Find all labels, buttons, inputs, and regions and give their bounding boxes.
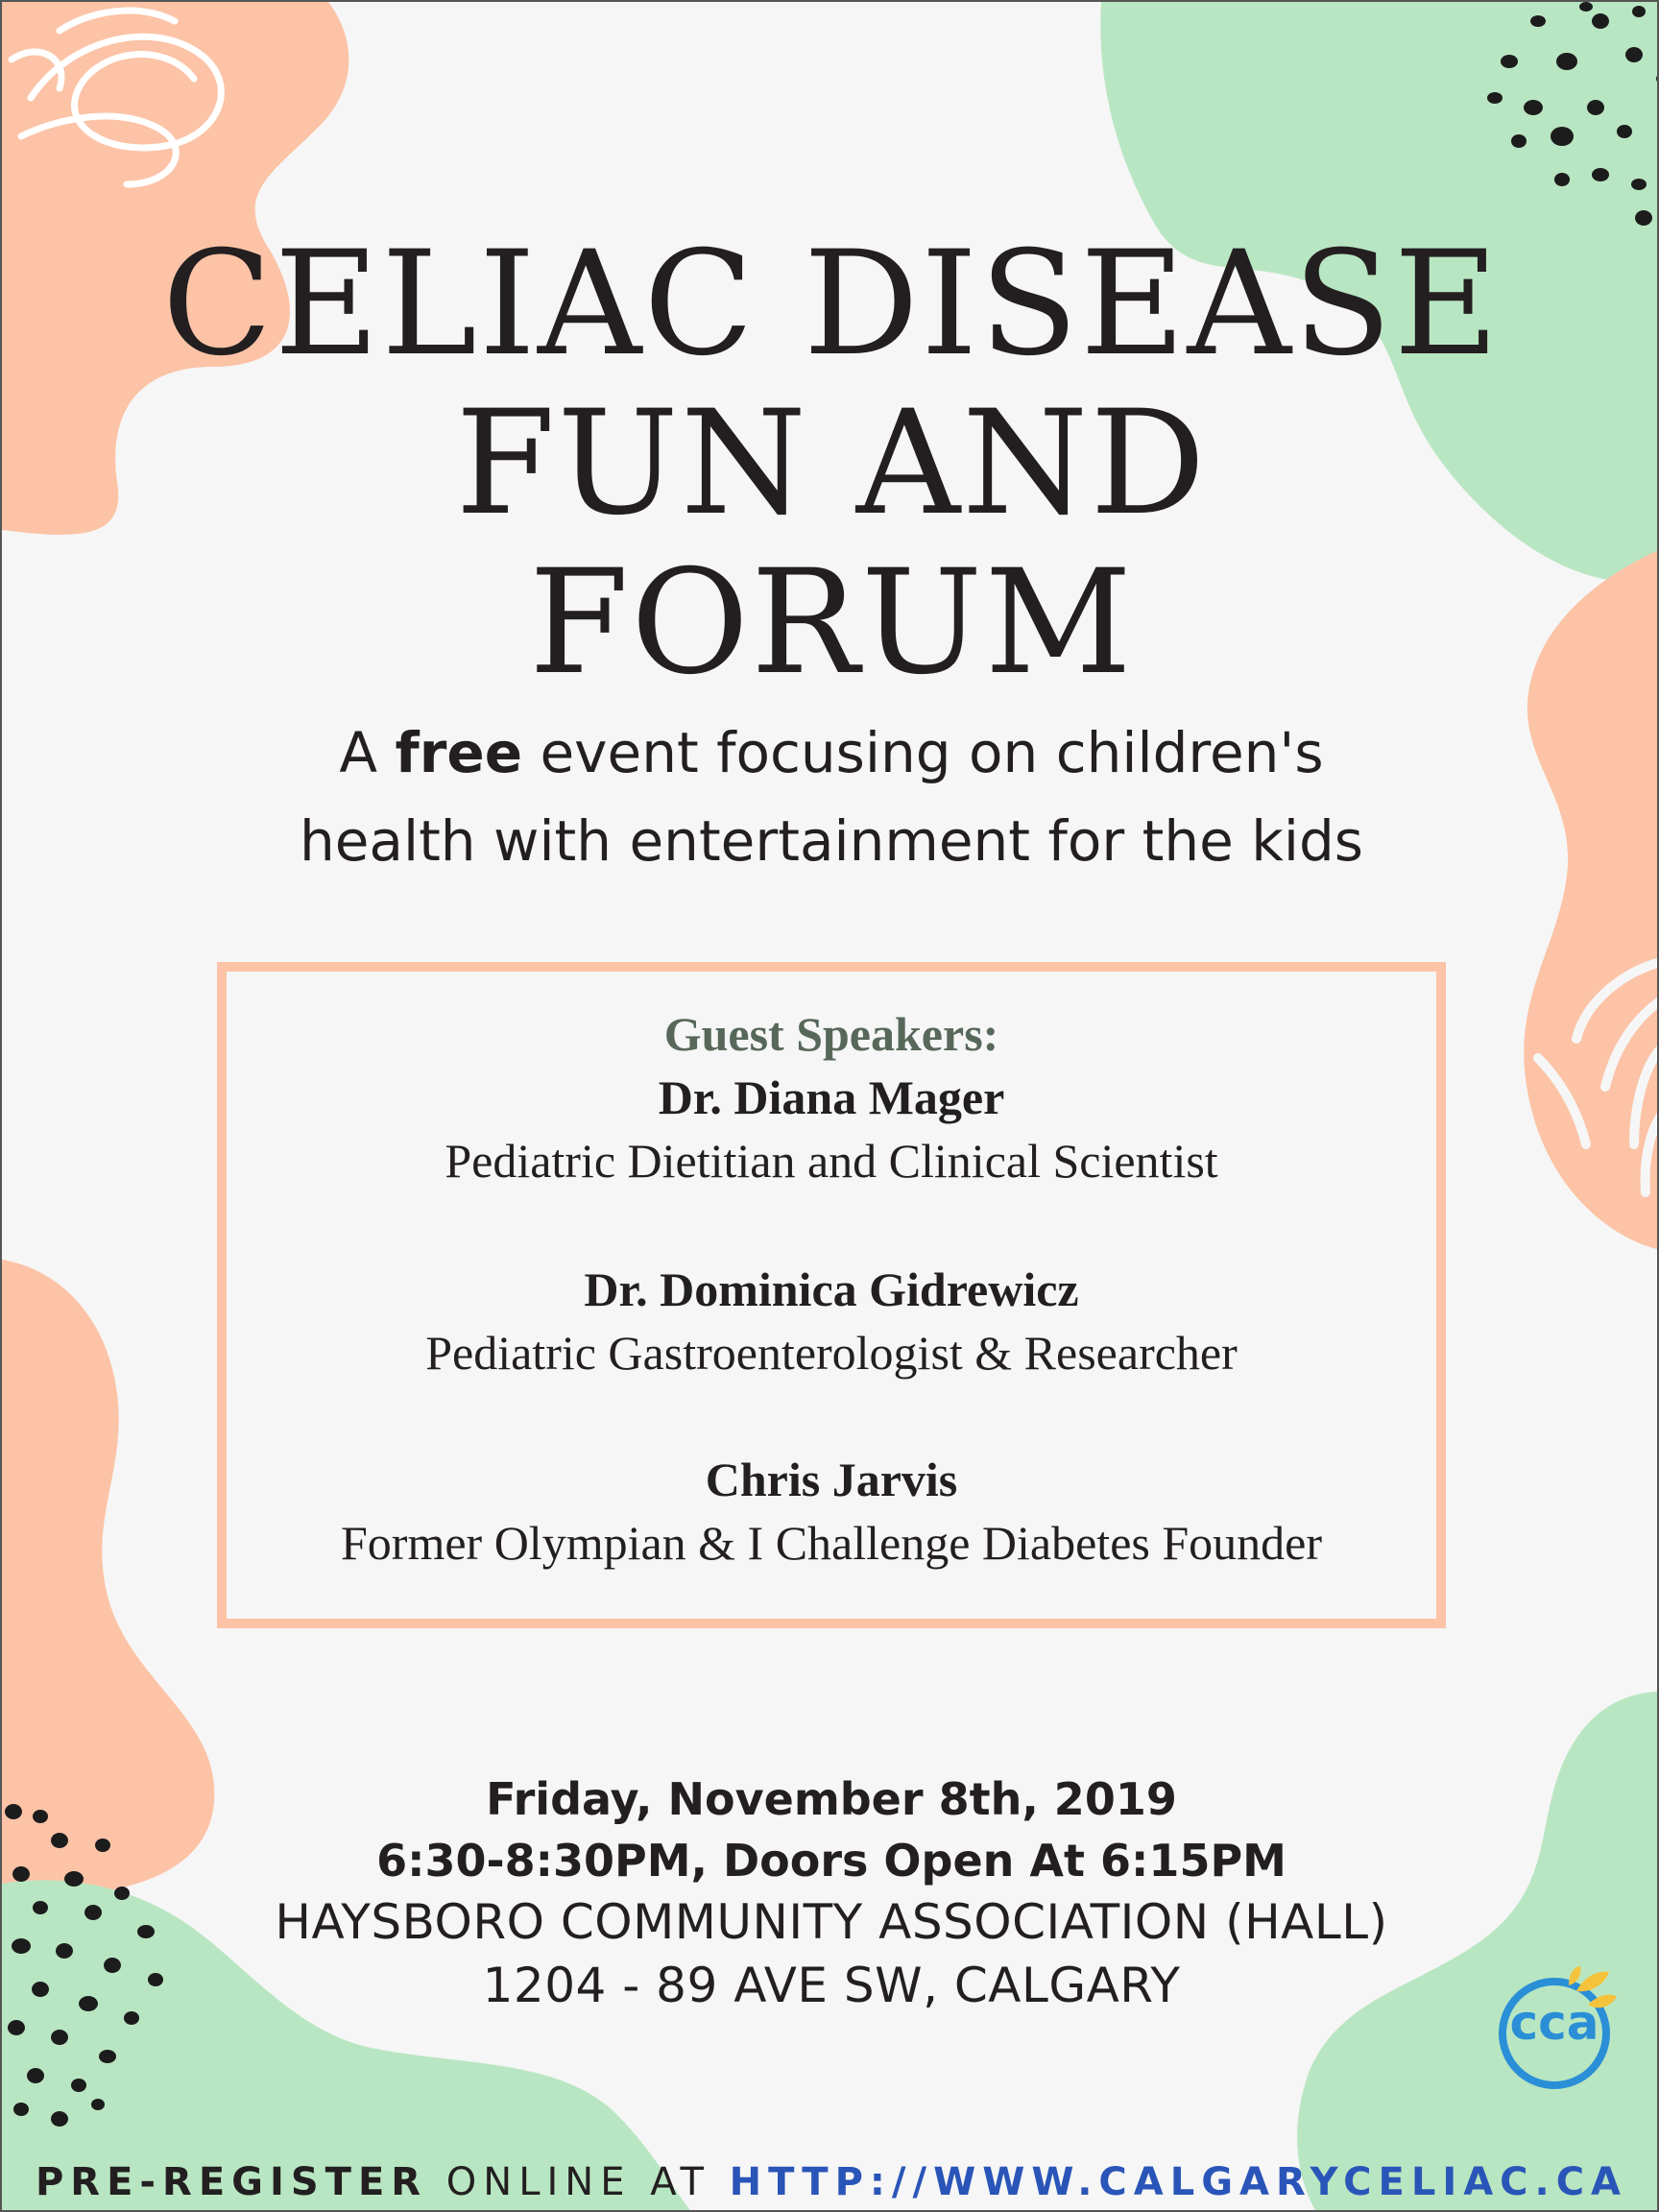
speaker-role: Former Olympian & I Challenge Diabetes Founder	[341, 1516, 1322, 1570]
cca-logo-text: cca	[1509, 1995, 1599, 2051]
subtitle-free-emphasis: free	[395, 720, 523, 785]
subtitle-prefix: A	[339, 720, 378, 785]
cca-logo	[1492, 1966, 1617, 2091]
event-date: Friday, November 8th, 2019	[486, 1773, 1177, 1825]
guest-speakers-heading: Guest Speakers:	[663, 1007, 999, 1061]
registration-link[interactable]: HTTP://WWW.CALGARYCELIAC.CA	[729, 2160, 1628, 2204]
subtitle-line-2: health with entertainment for the kids	[299, 808, 1364, 874]
title-line-2: FUN AND	[455, 380, 1208, 547]
event-venue: HAYSBORO COMMUNITY ASSOCIATION (HALL)	[275, 1894, 1388, 1950]
pre-register-line	[2, 2160, 1659, 2204]
event-address: 1204 - 89 AVE SW, CALGARY	[482, 1958, 1181, 2013]
speaker-name: Dr. Dominica Gidrewicz	[584, 1262, 1079, 1316]
subtitle-suffix: event focusing on children's	[540, 720, 1324, 785]
subtitle-line-1	[2, 709, 1659, 797]
online-at-label: ONLINE AT	[445, 2160, 710, 2204]
title-line-1: CELIAC DISEASE	[161, 221, 1502, 388]
speaker-name: Dr. Diana Mager	[658, 1070, 1005, 1124]
speaker-name: Chris Jarvis	[705, 1453, 958, 1506]
pre-register-label: PRE-REGISTER	[35, 2160, 428, 2204]
event-time: 6:30-8:30PM, Doors Open At 6:15PM	[376, 1835, 1286, 1887]
speaker-role: Pediatric Gastroenterologist & Researcher	[425, 1326, 1238, 1380]
title-line-3: FORUM	[529, 540, 1134, 707]
guest-speakers-box	[217, 962, 1446, 1628]
speaker-role: Pediatric Dietitian and Clinical Scientist	[445, 1134, 1218, 1188]
